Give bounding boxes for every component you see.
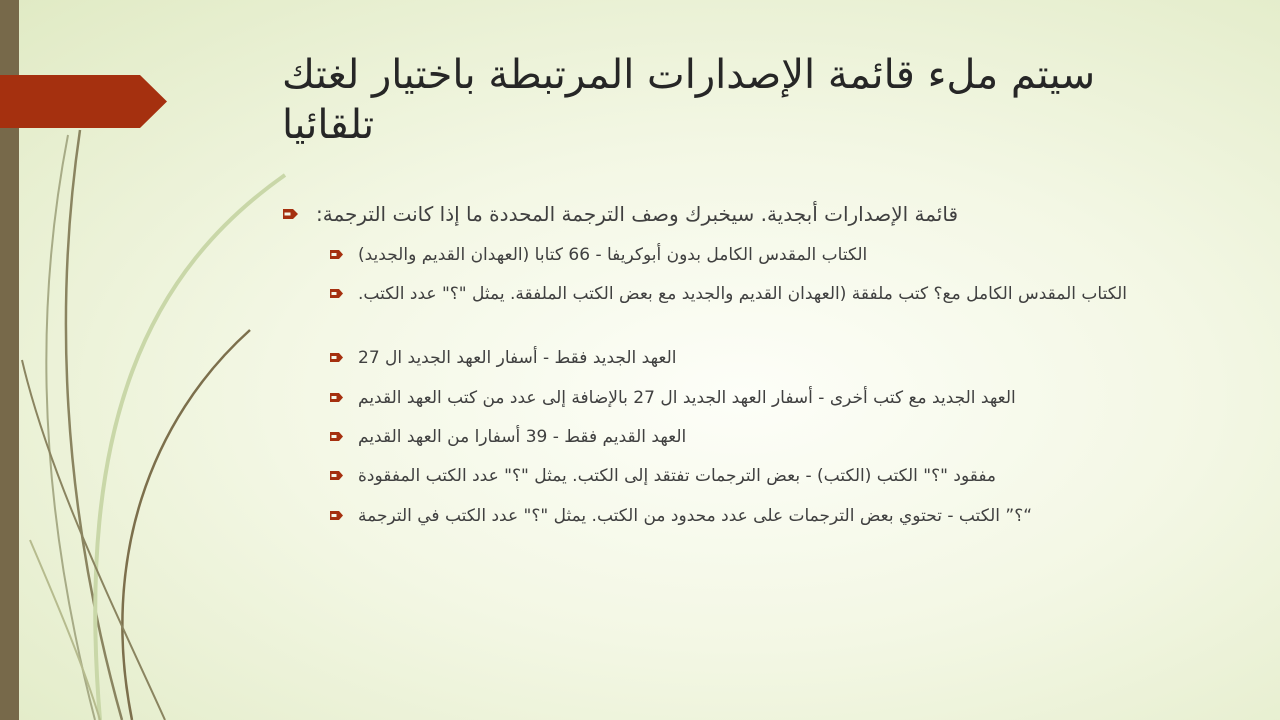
arrow-bullet-icon bbox=[330, 289, 343, 298]
bullet-sub-6: مفقود "؟" الكتب (الكتب) - بعض الترجمات تفتقد إلى الكتب. يمثل "؟" عدد الكتب المفقودة bbox=[358, 466, 997, 486]
arrow-bullet-icon bbox=[330, 353, 343, 362]
slide-title: سيتم ملء قائمة الإصدارات المرتبطة باختيار لغتك تلقائيا bbox=[282, 52, 1096, 148]
arrow-bullet-icon bbox=[283, 209, 298, 219]
bullet-sub-2: الكتاب المقدس الكامل مع؟ كتب ملفقة (العهدان القديم والجديد مع بعض الكتب الملفقة. يمثل "؟" عدد الكتب. bbox=[358, 284, 1127, 304]
arrow-bullet-icon bbox=[330, 511, 343, 520]
bullet-sub-7: “؟” الكتب - تحتوي بعض الترجمات على عدد محدود من الكتب. يمثل "؟" عدد الكتب في الترجمة bbox=[358, 506, 1033, 526]
arrow-bullet-icon bbox=[330, 432, 343, 441]
arrow-bullet-icon bbox=[330, 250, 343, 259]
bullet-sub-4: العهد الجديد مع كتب أخرى - أسفار العهد الجديد ال 27 بالإضافة إلى عدد من كتب العهد القديم bbox=[358, 388, 1016, 408]
bullet-sub-3: العهد الجديد فقط - أسفار العهد الجديد ال 27 bbox=[358, 348, 677, 368]
arrow-bullet-icon bbox=[330, 393, 343, 402]
arrow-bullet-icon bbox=[330, 471, 343, 480]
bullet-main: قائمة الإصدارات أبجدية. سيخبرك وصف الترجمة المحددة ما إذا كانت الترجمة: bbox=[316, 202, 959, 226]
accent-tab bbox=[0, 75, 167, 128]
bullet-sub-5: العهد القديم فقط - 39 أسفارا من العهد القديم bbox=[358, 427, 687, 447]
bullet-sub-1: الكتاب المقدس الكامل بدون أبوكريفا - 66 كتابا (العهدان القديم والجديد) bbox=[358, 245, 868, 265]
